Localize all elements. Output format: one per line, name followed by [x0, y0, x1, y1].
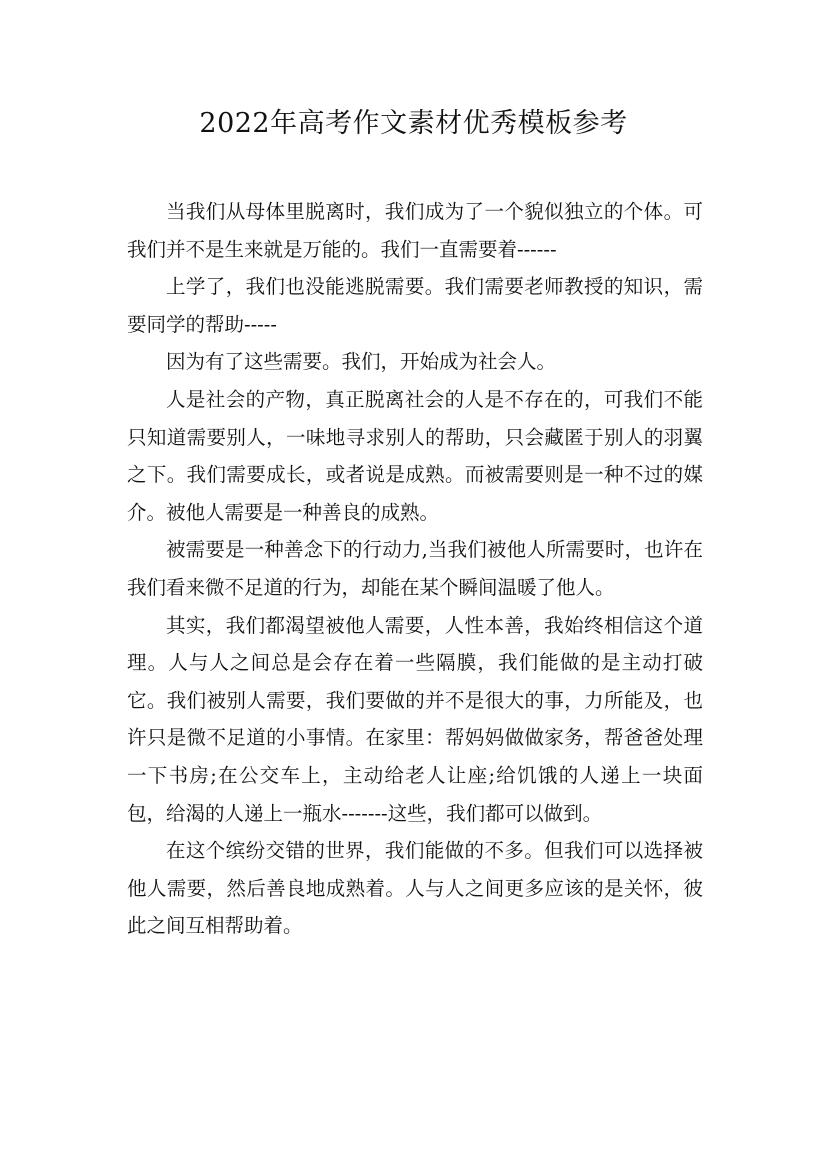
paragraph: 被需要是一种善念下的行动力,当我们被他人所需要时，也许在我们看来微不足道的行为，却能在某个瞬间温暖了他人。 — [127, 538, 703, 599]
document-title: 2022年高考作文素材优秀模板参考 — [199, 108, 628, 139]
paragraph: 人是社会的产物，真正脱离社会的人是不存在的，可我们不能只知道需要别人，一味地寻求别人的帮助，只会藏匿于别人的羽翼之下。我们需要成长，或者说是成熟。而被需要则是一种不过的媒介。被他人需要是一种善良的成熟。 — [127, 387, 703, 524]
paragraph: 当我们从母体里脱离时，我们成为了一个貌似独立的个体。可我们并不是生来就是万能的。我们一直需要着------ — [127, 200, 703, 261]
paragraph: 因为有了这些需要。我们，开始成为社会人。 — [166, 350, 557, 374]
paragraph: 上学了，我们也没能逃脱需要。我们需要老师教授的知识，需要同学的帮助----- — [127, 275, 703, 336]
paragraph: 在这个缤纷交错的世界，我们能做的不多。但我们可以选择被他人需要，然后善良地成熟着。人与人之间更多应该的是关怀，彼此之间互相帮助着。 — [127, 839, 703, 938]
paragraph: 其实，我们都渴望被他人需要，人性本善，我始终相信这个道理。人与人之间总是会存在着一些隔膜，我们能做的是主动打破它。我们被别人需要，我们要做的并不是很大的事，力所能及，也许只是微不足道的小事情。在家里：帮妈妈做做家务，帮爸爸处理一下书房;在公交车上，主动给老人让座;给饥饿的人递上一块面包，给渴的人递上一瓶水-------这些，我们都可以做到。 — [127, 613, 703, 825]
document-body — [127, 193, 703, 945]
